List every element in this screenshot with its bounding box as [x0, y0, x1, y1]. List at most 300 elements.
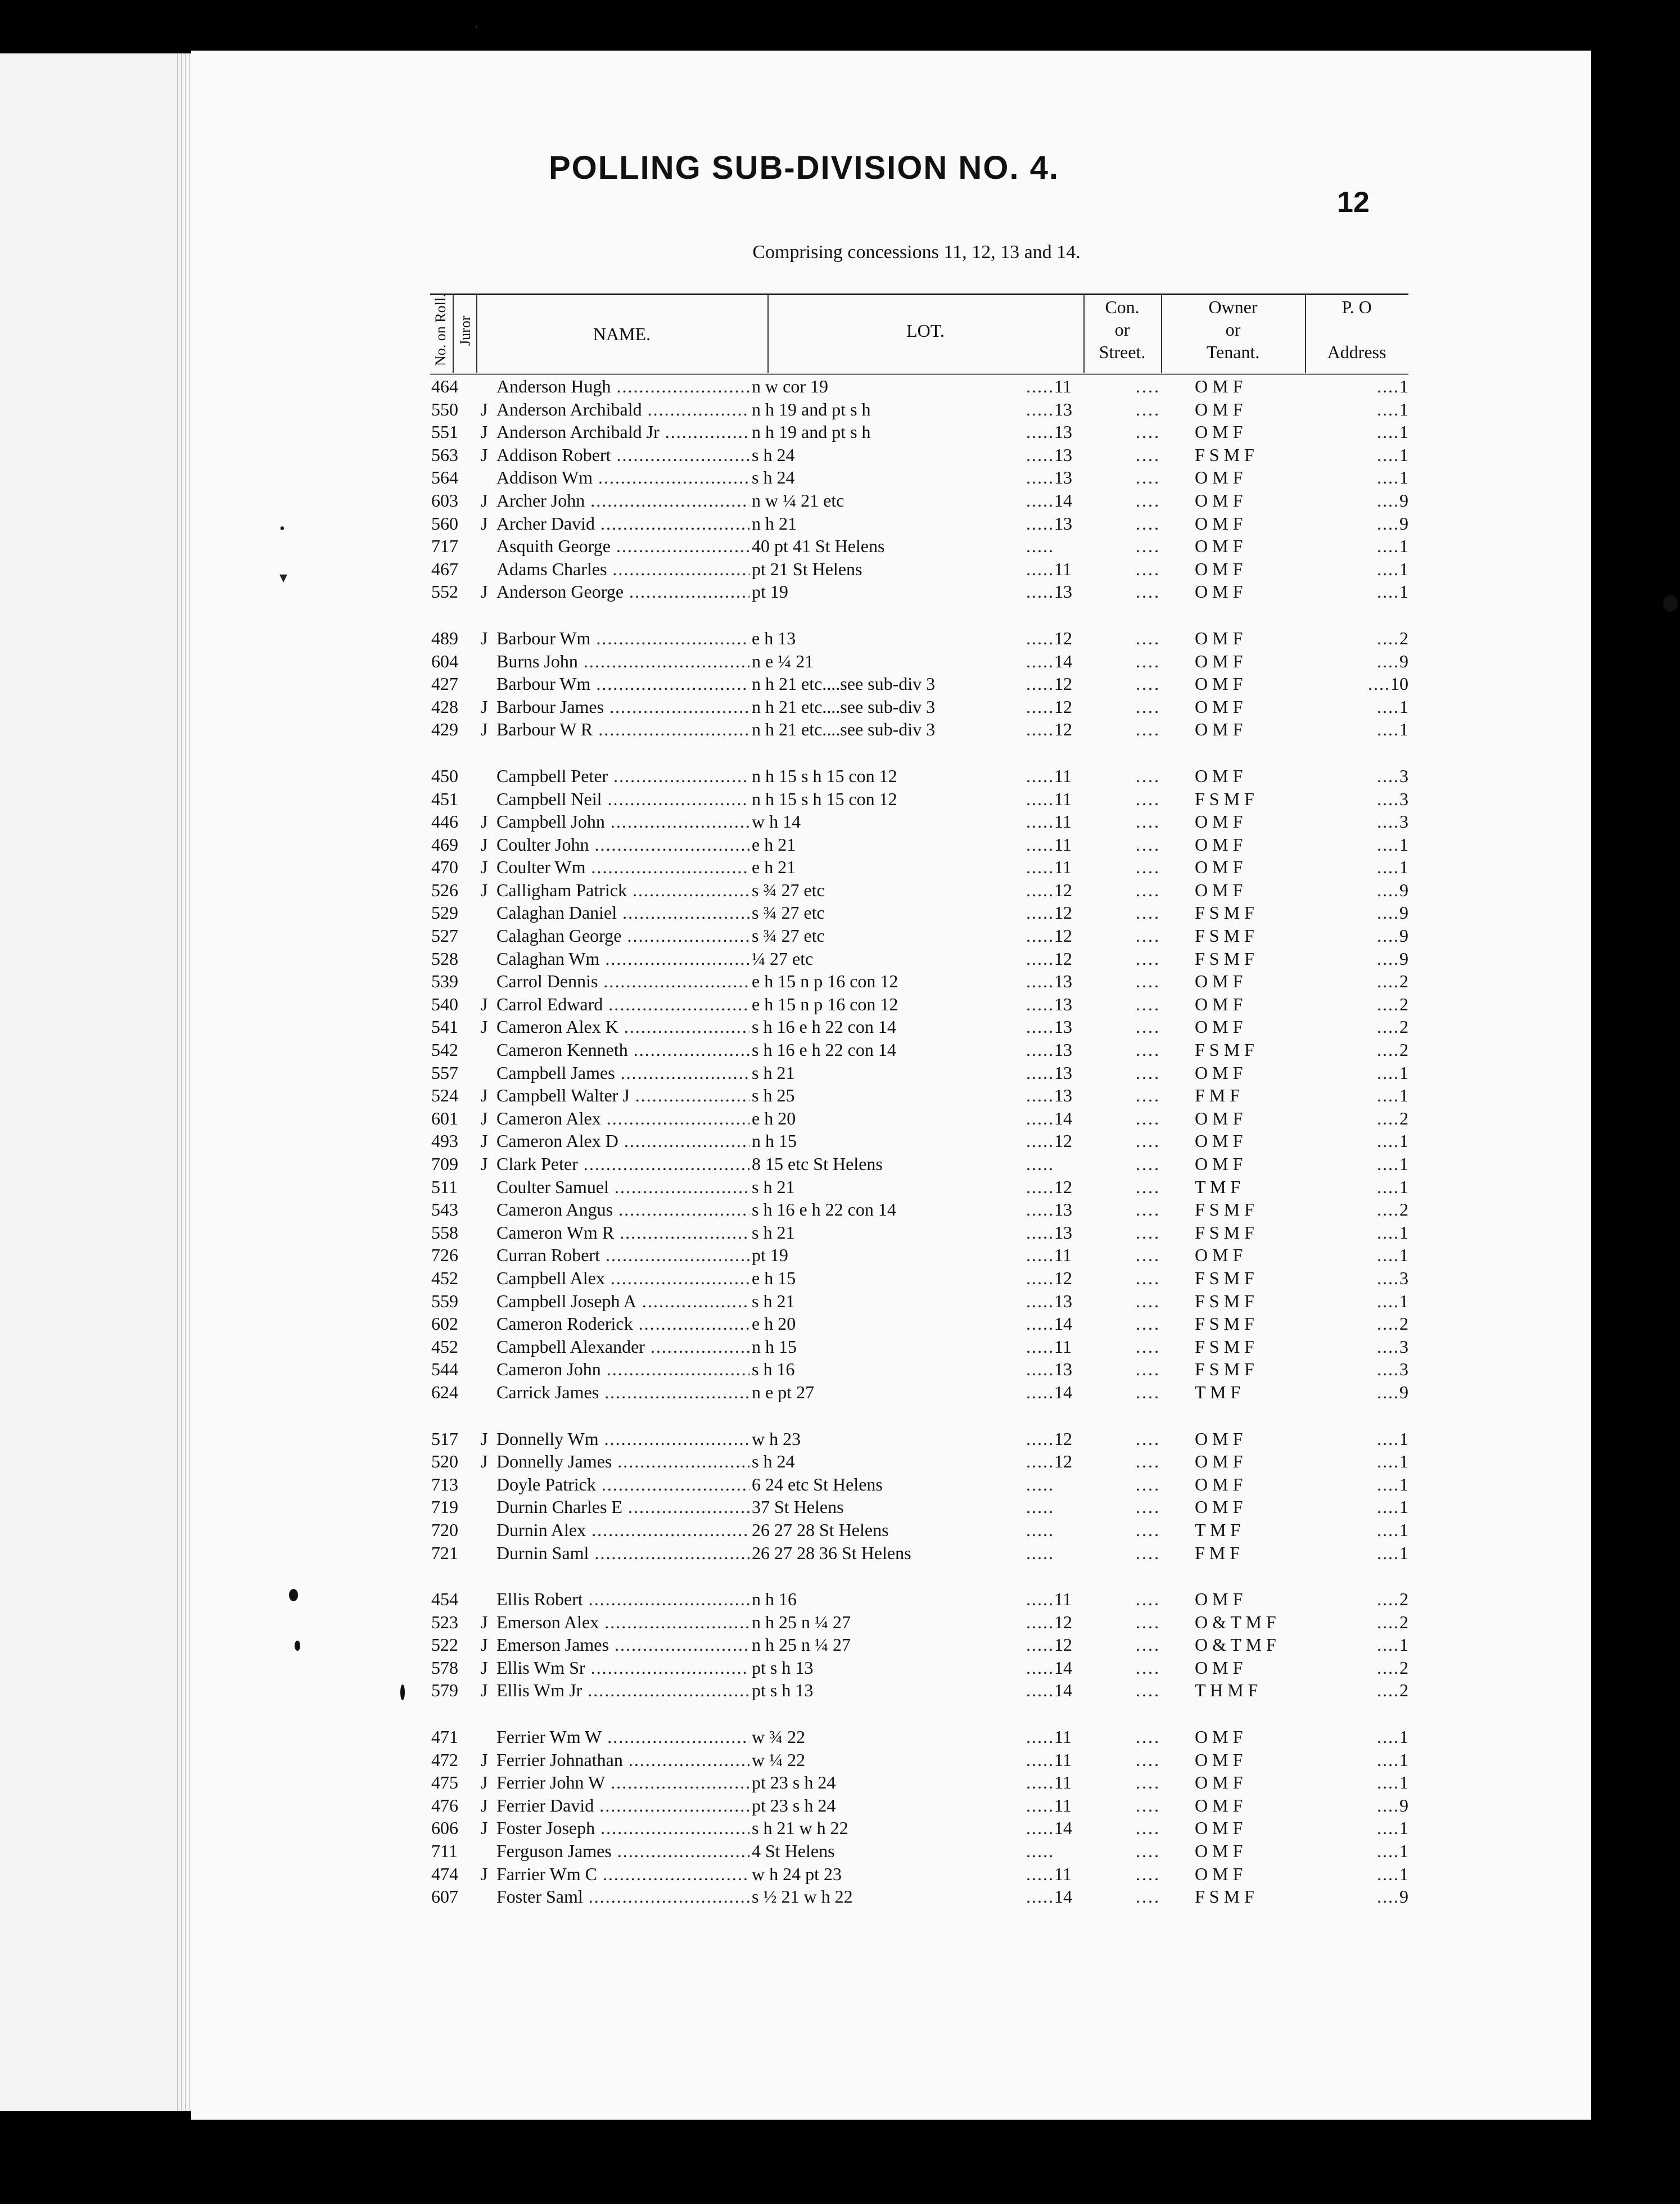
- header-con-2: or: [1114, 319, 1130, 340]
- lot-description: n w cor 19: [752, 376, 828, 396]
- owner-tenant: O M F: [1195, 422, 1243, 442]
- concession: ..... 11: [1026, 765, 1116, 787]
- po-address: .... 9: [1341, 947, 1408, 970]
- leader-dots: ....: [1136, 490, 1160, 511]
- table-row: [430, 1015, 1408, 1038]
- roll-number: 528: [431, 948, 458, 969]
- leader-dots: ....: [1136, 674, 1160, 694]
- table-row: [430, 1107, 1408, 1130]
- po-address: .... 3: [1341, 1335, 1408, 1358]
- table-row: [430, 1221, 1408, 1244]
- roll-number: 454: [431, 1589, 458, 1610]
- voter-name: Carrol Dennis .....: [496, 970, 749, 992]
- voter-name: Calaghan Wm .....: [496, 947, 749, 970]
- roll-number: 474: [431, 1863, 458, 1884]
- roll-number: 721: [431, 1542, 458, 1563]
- concession: ..... 12: [1026, 924, 1116, 947]
- owner-tenant: F S M F: [1195, 902, 1254, 923]
- voter-name: Campbell Peter .....: [496, 765, 749, 787]
- po-address: .... 1: [1341, 695, 1408, 718]
- voter-name: Coulter Samuel .....: [496, 1176, 749, 1198]
- concession: [1026, 1496, 1116, 1518]
- roll-number: 464: [431, 376, 458, 396]
- table-row: [430, 1062, 1408, 1085]
- lot-description: w h 24 pt 23: [752, 1863, 842, 1884]
- table-row: [430, 1679, 1408, 1702]
- leader-dots: ....: [1136, 1542, 1160, 1563]
- roll-number: 523: [431, 1611, 458, 1632]
- concession: ..... 11: [1026, 788, 1116, 810]
- voter-name: Durnin Saml .....: [496, 1542, 749, 1564]
- owner-tenant: T M F: [1195, 1519, 1241, 1540]
- voter-name: Coulter Wm .....: [496, 856, 749, 878]
- roll-number: 542: [431, 1040, 458, 1060]
- concession: ..... 11: [1026, 1771, 1116, 1794]
- leader-dots: ....: [1136, 1154, 1160, 1174]
- po-address: .... 10: [1341, 672, 1408, 695]
- owner-tenant: F S M F: [1195, 1886, 1254, 1907]
- voter-name: Durnin Alex .....: [496, 1519, 749, 1541]
- table-row: [430, 375, 1408, 398]
- concession: ..... 13: [1026, 398, 1116, 421]
- concession: ..... 14: [1026, 1107, 1116, 1130]
- table-row: [430, 1130, 1408, 1153]
- voter-name: Carrick James .....: [496, 1381, 749, 1403]
- voter-name: Ellis Wm Sr .....: [496, 1656, 749, 1679]
- juror-mark: J: [481, 627, 488, 648]
- concession: ..... 14: [1026, 1312, 1116, 1335]
- lot-description: s h 16 e h 22 con 14: [752, 1040, 896, 1060]
- po-address: .... 1: [1341, 1749, 1408, 1771]
- po-address: .... 2: [1341, 1679, 1408, 1701]
- po-address: .... 3: [1341, 788, 1408, 810]
- roll-number: 511: [431, 1176, 458, 1197]
- lot-description: pt 21 St Helens: [752, 558, 862, 579]
- roll-number: 472: [431, 1749, 458, 1770]
- roll-number: 711: [431, 1841, 458, 1862]
- voter-name: Calaghan Daniel .....: [496, 901, 749, 924]
- concession: [1026, 1153, 1116, 1175]
- juror-mark: J: [481, 581, 488, 602]
- table-row: [430, 879, 1408, 902]
- owner-tenant: O & T M F: [1195, 1634, 1276, 1655]
- owner-tenant: O M F: [1195, 399, 1243, 419]
- roll-number: 550: [431, 399, 458, 419]
- lot-description: e h 21: [752, 857, 796, 878]
- owner-tenant: O M F: [1195, 1657, 1243, 1678]
- table-row: [430, 765, 1408, 788]
- po-address: .... 1: [1341, 1450, 1408, 1473]
- table-row: [430, 1198, 1408, 1221]
- voter-name: Ferrier Wm W .....: [496, 1726, 749, 1748]
- concession: ..... 13: [1026, 1015, 1116, 1038]
- owner-tenant: O M F: [1195, 1863, 1243, 1884]
- voter-name: Cameron Alex .....: [496, 1107, 749, 1130]
- juror-mark: J: [481, 1772, 488, 1793]
- voter-name: Anderson Archibald .....: [496, 398, 749, 421]
- table-row: [430, 1496, 1408, 1519]
- table-row: [430, 1450, 1408, 1473]
- voter-name: Ferguson James .....: [496, 1840, 749, 1862]
- table-row: [430, 1542, 1408, 1565]
- po-address: .... 1: [1341, 1084, 1408, 1106]
- lot-description: pt s h 13: [752, 1657, 814, 1678]
- roll-number: 517: [431, 1428, 458, 1449]
- voters-table: [430, 293, 1408, 1908]
- lot-description: s ¾ 27 etc: [752, 879, 825, 900]
- concession: ..... 12: [1026, 1267, 1116, 1289]
- concession: ..... 12: [1026, 627, 1116, 649]
- roll-number: 467: [431, 558, 458, 579]
- table-row: [430, 1358, 1408, 1381]
- voter-name: Calligham Patrick .....: [496, 879, 749, 901]
- table-row: [430, 1588, 1408, 1611]
- table-row: [430, 993, 1408, 1016]
- lot-description: s h 21: [752, 1290, 795, 1311]
- po-address: .... 1: [1341, 1244, 1408, 1266]
- roll-number: 450: [431, 765, 458, 786]
- voter-name: Campbell Alex .....: [496, 1267, 749, 1289]
- juror-mark: J: [481, 1154, 488, 1174]
- leader-dots: ....: [1136, 1451, 1160, 1472]
- concession: ..... 14: [1026, 650, 1116, 672]
- table-row: [430, 1176, 1408, 1199]
- concession: ..... 13: [1026, 444, 1116, 466]
- po-address: .... 2: [1341, 627, 1408, 649]
- po-address: .... 2: [1341, 1038, 1408, 1061]
- leader-dots: ....: [1136, 1085, 1160, 1106]
- juror-mark: J: [481, 513, 488, 534]
- section-gap: [430, 1702, 1408, 1726]
- owner-tenant: O M F: [1195, 1154, 1243, 1174]
- leader-dots: ....: [1136, 444, 1160, 465]
- roll-number: 559: [431, 1290, 458, 1311]
- leader-dots: ....: [1136, 1108, 1160, 1128]
- table-row: [430, 1656, 1408, 1679]
- juror-mark: J: [481, 1085, 488, 1106]
- table-row: [430, 1428, 1408, 1451]
- concession: ..... 13: [1026, 580, 1116, 603]
- header-po-2: Address: [1327, 342, 1387, 362]
- lot-description: n e ¼ 21: [752, 651, 814, 671]
- leader-dots: ....: [1136, 1886, 1160, 1907]
- concession: ..... 11: [1026, 1244, 1116, 1266]
- scan-mark: •: [279, 520, 285, 538]
- concession: ..... 12: [1026, 879, 1116, 901]
- lot-description: n h 21 etc....see sub-div 3: [752, 719, 936, 740]
- owner-tenant: F M F: [1195, 1542, 1240, 1563]
- table-row: [430, 1726, 1408, 1749]
- leader-dots: ....: [1136, 811, 1160, 832]
- voter-name: Calaghan George .....: [496, 924, 749, 947]
- owner-tenant: O M F: [1195, 1589, 1243, 1610]
- roll-number: 471: [431, 1727, 458, 1747]
- lot-description: pt 19: [752, 1245, 788, 1266]
- po-address: .... 3: [1341, 1267, 1408, 1289]
- leader-dots: ....: [1136, 948, 1160, 969]
- owner-tenant: O M F: [1195, 1062, 1243, 1083]
- leader-dots: ....: [1136, 993, 1160, 1014]
- table-row: [430, 421, 1408, 444]
- lot-description: w ¾ 22: [752, 1727, 806, 1747]
- roll-number: 709: [431, 1154, 458, 1174]
- owner-tenant: O M F: [1195, 879, 1243, 900]
- leader-dots: ....: [1136, 1680, 1160, 1701]
- voter-name: Anderson George .....: [496, 580, 749, 603]
- concession: ..... 11: [1026, 1863, 1116, 1885]
- lot-description: w ¼ 22: [752, 1749, 806, 1770]
- juror-mark: J: [481, 1818, 488, 1839]
- po-address: .... 2: [1341, 1015, 1408, 1038]
- voter-name: Foster Joseph .....: [496, 1817, 749, 1839]
- lot-description: w h 14: [752, 811, 801, 832]
- concession: ..... 13: [1026, 466, 1116, 489]
- voter-name: Cameron Wm R .....: [496, 1221, 749, 1244]
- juror-mark: J: [481, 696, 488, 717]
- voter-name: Barbour Wm .....: [496, 672, 749, 695]
- lot-description: 8 15 etc St Helens: [752, 1154, 883, 1174]
- table-body: [430, 375, 1408, 1908]
- roll-number: 526: [431, 879, 458, 900]
- po-address: .... 9: [1341, 1885, 1408, 1908]
- leader-dots: ....: [1136, 1727, 1160, 1747]
- po-address: .... 1: [1341, 1428, 1408, 1450]
- lot-description: n h 25 n ¼ 27: [752, 1634, 851, 1655]
- concession: ..... 11: [1026, 1794, 1116, 1817]
- juror-mark: J: [481, 490, 488, 511]
- juror-mark: J: [481, 1634, 488, 1655]
- owner-tenant: F S M F: [1195, 1040, 1254, 1060]
- roll-number: 602: [431, 1313, 458, 1334]
- owner-tenant: O M F: [1195, 376, 1243, 396]
- table-row: [430, 1038, 1408, 1062]
- roll-number: 604: [431, 651, 458, 671]
- voter-name: Campbell Walter J .....: [496, 1084, 749, 1106]
- owner-tenant: O M F: [1195, 1772, 1243, 1793]
- roll-number: 558: [431, 1222, 458, 1243]
- concession: ..... 14: [1026, 1679, 1116, 1701]
- voter-name: Anderson Hugh .....: [496, 375, 749, 398]
- concession: ..... 11: [1026, 558, 1116, 580]
- lot-description: n w ¼ 21 etc: [752, 490, 844, 511]
- ink-blot: [400, 1684, 405, 1700]
- lot-description: n h 21: [752, 513, 797, 534]
- table-row: [430, 1771, 1408, 1794]
- lot-description: s h 24: [752, 467, 795, 488]
- concession: ..... 14: [1026, 1381, 1116, 1403]
- lot-description: pt 23 s h 24: [752, 1772, 836, 1793]
- lot-description: n h 15 s h 15 con 12: [752, 788, 897, 809]
- concession: [1026, 535, 1116, 557]
- owner-tenant: O M F: [1195, 1245, 1243, 1266]
- voter-name: Doyle Patrick .....: [496, 1473, 749, 1496]
- po-address: .... 1: [1341, 1863, 1408, 1885]
- roll-number: 539: [431, 971, 458, 992]
- leader-dots: ....: [1136, 399, 1160, 419]
- juror-mark: J: [481, 1611, 488, 1632]
- page-subtitle: Comprising concessions 11, 12, 13 and 14.: [752, 242, 1081, 263]
- ink-blot: [1663, 595, 1678, 612]
- juror-mark: J: [481, 444, 488, 465]
- roll-number: 451: [431, 788, 458, 809]
- owner-tenant: T H M F: [1195, 1680, 1258, 1701]
- table-row: [430, 924, 1408, 947]
- roll-number: 541: [431, 1017, 458, 1037]
- voter-name: Coulter John .....: [496, 833, 749, 856]
- leader-dots: ....: [1136, 1474, 1160, 1494]
- po-address: .... 9: [1341, 924, 1408, 947]
- header-con-1: Con.: [1105, 297, 1140, 317]
- leader-dots: ....: [1136, 788, 1160, 809]
- voter-name: Ferrier Johnathan .....: [496, 1749, 749, 1771]
- voter-name: Ellis Robert .....: [496, 1588, 749, 1610]
- voter-name: Donnelly Wm .....: [496, 1428, 749, 1450]
- page-title: POLLING SUB-DIVISION NO. 4.: [549, 150, 1059, 186]
- table-row: [430, 627, 1408, 650]
- leader-dots: ....: [1136, 1245, 1160, 1266]
- section-gap: [430, 741, 1408, 765]
- leader-dots: ....: [1136, 1863, 1160, 1884]
- voter-name: Campbell Joseph A .....: [496, 1290, 749, 1312]
- lot-description: e h 15 n p 16 con 12: [752, 971, 898, 992]
- page-number: 12: [1337, 186, 1370, 219]
- voter-name: Ellis Wm Jr .....: [496, 1679, 749, 1701]
- concession: ..... 13: [1026, 421, 1116, 443]
- roll-number: 552: [431, 581, 458, 602]
- owner-tenant: O M F: [1195, 674, 1243, 694]
- voter-name: Ferrier David .....: [496, 1794, 749, 1817]
- table-header: [430, 293, 1408, 375]
- voter-name: Addison Robert .....: [496, 444, 749, 466]
- table-row: [430, 558, 1408, 581]
- owner-tenant: F S M F: [1195, 925, 1254, 946]
- table-row: [430, 1267, 1408, 1290]
- lot-description: n e pt 27: [752, 1381, 815, 1402]
- concession: ..... 11: [1026, 1726, 1116, 1748]
- header-con-3: Street.: [1099, 342, 1146, 362]
- leader-dots: ....: [1136, 1611, 1160, 1632]
- leader-dots: ....: [1136, 1589, 1160, 1610]
- owner-tenant: O M F: [1195, 1749, 1243, 1770]
- table-row: [430, 512, 1408, 535]
- leader-dots: ....: [1136, 581, 1160, 602]
- leader-dots: ....: [1136, 558, 1160, 579]
- juror-mark: J: [481, 1131, 488, 1151]
- po-address: .... 1: [1341, 1221, 1408, 1244]
- concession: ..... 12: [1026, 695, 1116, 718]
- concession: ..... 14: [1026, 489, 1116, 512]
- owner-tenant: O M F: [1195, 971, 1243, 992]
- leader-dots: ....: [1136, 1381, 1160, 1402]
- concession: ..... 12: [1026, 901, 1116, 924]
- po-address: .... 1: [1341, 535, 1408, 557]
- owner-tenant: F S M F: [1195, 1290, 1254, 1311]
- table-row: [430, 1840, 1408, 1863]
- po-address: .... 9: [1341, 1381, 1408, 1403]
- voter-name: Barbour James .....: [496, 695, 749, 718]
- owner-tenant: O M F: [1195, 811, 1243, 832]
- po-address: .... 1: [1341, 1840, 1408, 1862]
- voter-name: Durnin Charles E .....: [496, 1496, 749, 1518]
- header-roll: No. on Roll.: [432, 293, 449, 366]
- lot-description: e h 15 n p 16 con 12: [752, 993, 898, 1014]
- po-address: .... 9: [1341, 512, 1408, 535]
- po-address: .... 1: [1341, 1130, 1408, 1152]
- juror-mark: J: [481, 1108, 488, 1128]
- juror-mark: J: [481, 834, 488, 855]
- lot-description: n h 21 etc....see sub-div 3: [752, 696, 936, 717]
- leader-dots: ....: [1136, 1131, 1160, 1151]
- owner-tenant: O & T M F: [1195, 1611, 1276, 1632]
- lot-description: n h 19 and pt s h: [752, 399, 871, 419]
- po-address: .... 1: [1341, 466, 1408, 489]
- voter-name: Ferrier John W .....: [496, 1771, 749, 1794]
- po-address: .... 1: [1341, 1519, 1408, 1541]
- po-address: .... 1: [1341, 1062, 1408, 1084]
- po-address: .... 2: [1341, 1198, 1408, 1221]
- po-address: .... 9: [1341, 650, 1408, 672]
- table-row: [430, 833, 1408, 856]
- leader-dots: ....: [1136, 696, 1160, 717]
- concession: ..... 13: [1026, 1084, 1116, 1106]
- po-address: .... 2: [1341, 1588, 1408, 1610]
- owner-tenant: F S M F: [1195, 1313, 1254, 1334]
- table-row: [430, 1817, 1408, 1840]
- table-row: [430, 856, 1408, 879]
- header-name: NAME.: [593, 324, 651, 344]
- owner-tenant: O M F: [1195, 765, 1243, 786]
- voter-name: Curran Robert .....: [496, 1244, 749, 1266]
- concession: ..... 13: [1026, 1062, 1116, 1084]
- owner-tenant: F S M F: [1195, 1222, 1254, 1243]
- table-row: [430, 1794, 1408, 1817]
- table-row: [430, 672, 1408, 695]
- concession: [1026, 1840, 1116, 1862]
- leader-dots: ....: [1136, 536, 1160, 557]
- roll-number: 607: [431, 1886, 458, 1907]
- lot-description: pt s h 13: [752, 1680, 814, 1701]
- table-row: [430, 580, 1408, 603]
- voter-name: Emerson James .....: [496, 1633, 749, 1656]
- leader-dots: ....: [1136, 719, 1160, 740]
- table-row: [430, 1290, 1408, 1313]
- po-address: .... 1: [1341, 1726, 1408, 1748]
- leader-dots: ....: [1136, 1749, 1160, 1770]
- header-owner-1: Owner: [1208, 297, 1258, 317]
- juror-mark: J: [481, 1451, 488, 1472]
- roll-number: 446: [431, 811, 458, 832]
- owner-tenant: F S M F: [1195, 444, 1254, 465]
- concession: ..... 12: [1026, 1633, 1116, 1656]
- lot-description: 26 27 28 36 St Helens: [752, 1542, 911, 1563]
- po-address: .... 1: [1341, 421, 1408, 443]
- table-row: [430, 1335, 1408, 1358]
- po-address: .... 1: [1341, 1633, 1408, 1656]
- roll-number: 527: [431, 925, 458, 946]
- leader-dots: ....: [1136, 1634, 1160, 1655]
- owner-tenant: O M F: [1195, 1451, 1243, 1472]
- roll-number: 475: [431, 1772, 458, 1793]
- leader-dots: ....: [1136, 834, 1160, 855]
- juror-mark: J: [481, 399, 488, 419]
- owner-tenant: O M F: [1195, 993, 1243, 1014]
- roll-number: 544: [431, 1359, 458, 1380]
- leader-dots: ....: [1136, 1040, 1160, 1060]
- table-row: [430, 901, 1408, 924]
- po-address: .... 1: [1341, 833, 1408, 856]
- lot-description: n h 25 n ¼ 27: [752, 1611, 851, 1632]
- table-row: [430, 1519, 1408, 1542]
